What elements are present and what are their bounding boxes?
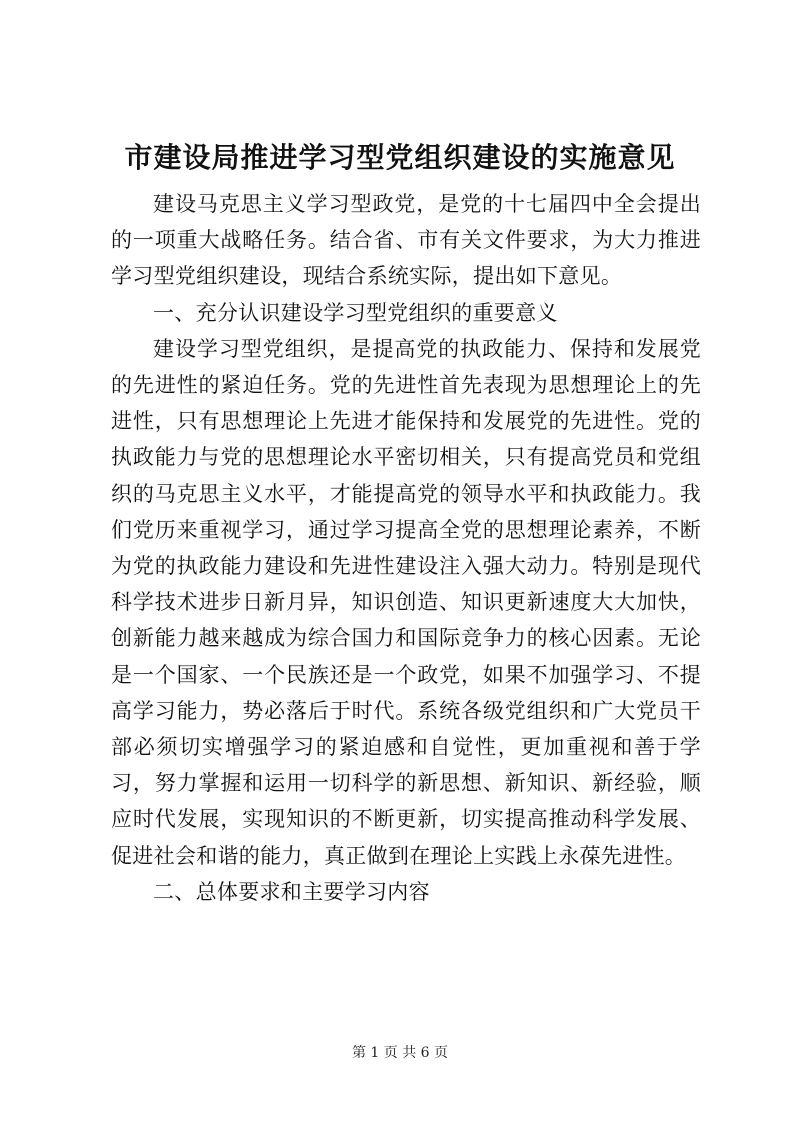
section-heading-2: 二、总体要求和主要学习内容	[153, 879, 430, 904]
document-title: 市建设局推进学习型党组织建设的实施意见	[124, 141, 676, 174]
page-number-footer: 第 1 页 共 6 页	[351, 1045, 449, 1061]
paragraph-intro: 建设马克思主义学习型政党，是党的十七届四中全会提出的一项重大战略任务。结合省、市有关文件要求，为大力推进学习型党组织建设，现结合系统实际，提出如下意见。	[111, 192, 701, 289]
section-heading-1: 一、充分认识建设学习型党组织的重要意义	[153, 300, 558, 325]
document-body	[111, 186, 701, 910]
paragraph-significance: 建设学习型党组织，是提高党的执政能力、保持和发展党的先进性的紧迫任务。党的先进性首先表现为思想理论上的先进性，只有思想理论上先进才能保持和发展党的先进性。党的执政能力与党的思想理论水平密切相关，只有提高党员和党组织的马克思主义水平，才能提高党的领导水平和执政能力。我们党历来重视学习，通过学习提高全党的思想理论素养，不断为党的执政能力建设和先进性建设注入强大动力。特别是现代科学技术进步日新月异，知识创造、知识更新速度大大加快，创新能力越来越成为综合国力和国际竞争力的核心因素。无论是一个国家、一个民族还是一个政党，如果不加强学习、不提高学习能力，势必落后于时代。系统各级党组织和广大党员干部必须切实增强学习的紧迫感和自觉性，更加重视和善于学习，努力掌握和运用一切科学的新思想、新知识、新经验，顺应时代发展，实现知识的不断更新，切实提高推动科学发展、促进社会和谐的能力，真正做到在理论上实践上永葆先进性。	[111, 336, 701, 868]
